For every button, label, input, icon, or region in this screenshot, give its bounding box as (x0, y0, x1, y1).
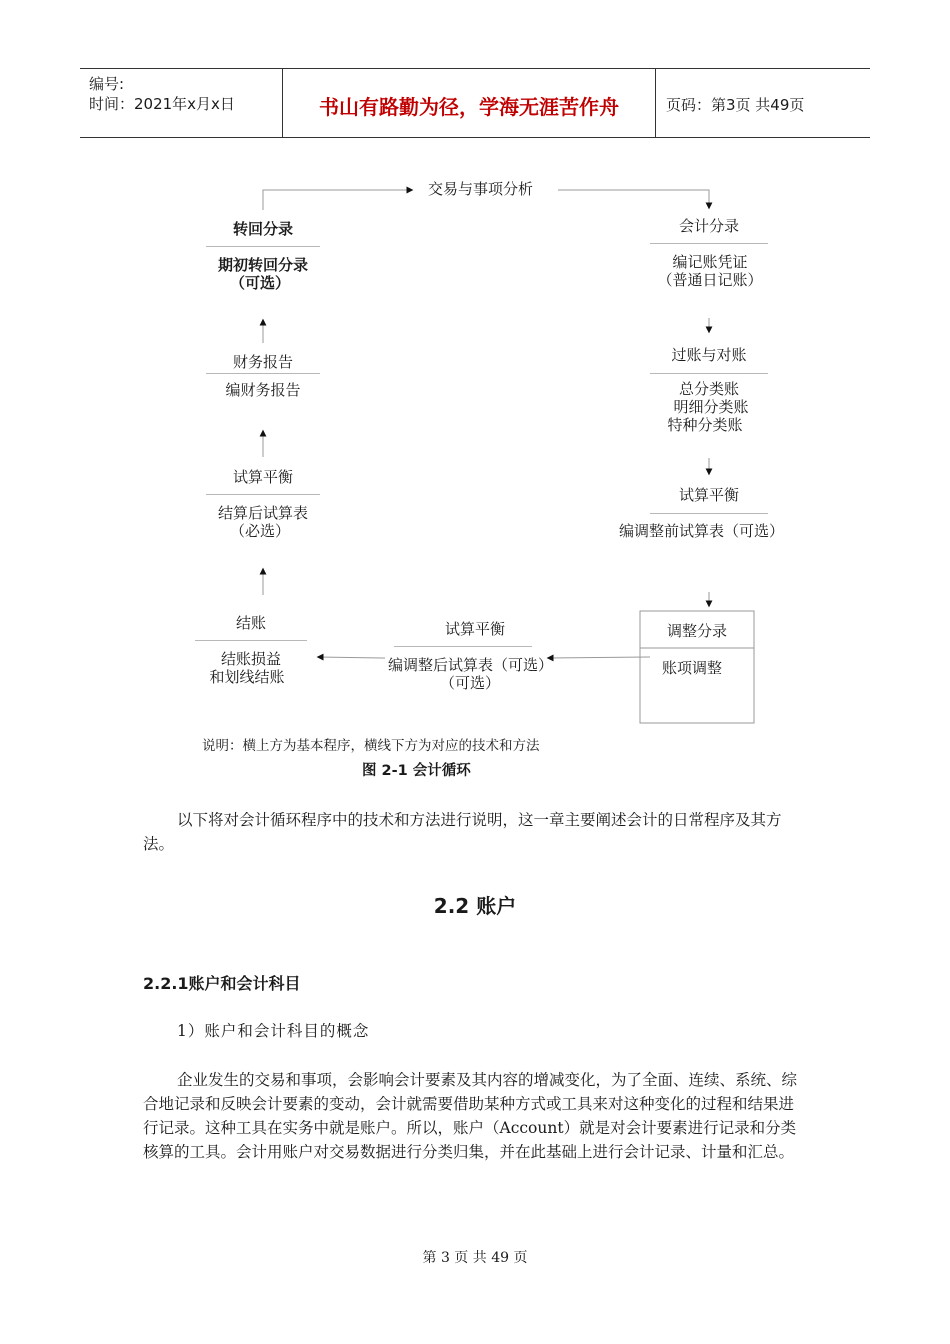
section-title: 2.2 账户 (433, 894, 517, 918)
node-reverse-desc1: 期初转回分录 (217, 256, 308, 274)
node-tb3-title: 试算平衡 (232, 468, 293, 486)
node-report-desc: 编财务报告 (225, 381, 301, 399)
node-tb2-desc2: （可选） (439, 674, 500, 692)
node-report-title: 财务报告 (232, 353, 293, 371)
node-close-desc1: 结账损益 (220, 650, 281, 668)
node-post-title: 过账与对账 (671, 346, 747, 364)
header-number: 编号: (89, 75, 125, 93)
arrow-tb2-to-close (318, 657, 385, 658)
node-tb1-desc: 编调整前试算表（可选） (619, 522, 785, 540)
node-adjust-desc: 账项调整 (662, 659, 723, 677)
header-page-number: 页码：第3页 共49页 (666, 96, 805, 114)
diagram-top-label: 交易与事项分析 (428, 180, 534, 198)
node-tb1-title: 试算平衡 (678, 486, 739, 504)
subsection-title: 2.2.1账户和会计科目 (143, 974, 301, 993)
header-time: 时间：2021年x月x日 (89, 95, 235, 113)
node-tb3-desc1: 结算后试算表 (217, 504, 308, 522)
loop-left-connector (263, 190, 412, 210)
node-post-desc2: 明细分类账 (673, 398, 749, 416)
node-tb3-desc2: （必选） (229, 522, 290, 540)
node-reverse-title: 转回分录 (232, 220, 293, 238)
concept-paragraph: 企业发生的交易和事项，会影响会计要素及其内容的增减变化，为了全面、连续、系统、综合地记录和反映会计要素的变动，会计就需要借助某种方式或工具来对这种变化的过程和结果进行记录。这种工具在实务中就是账户。所以，账户（Account）就是对会计要素进行记录和分类核算的工具。会计用账户对交易数据进行分类归集，并在此基础上进行会计记录、计量和汇总。 (143, 1071, 798, 1161)
node-adjust-title: 调整分录 (666, 622, 727, 640)
intro-paragraph: 以下将对会计循环程序中的技术和方法进行说明，这一章主要阐述会计的日常程序及其方法。 (143, 811, 782, 853)
item-title: 1）账户和会计科目的概念 (177, 1022, 370, 1040)
node-reverse-desc2: （可选） (229, 274, 290, 292)
node-journal-desc2: （普通日记账） (657, 271, 763, 289)
node-close-title: 结账 (235, 614, 266, 632)
figure-caption: 图 2-1 会计循环 (362, 763, 471, 779)
arrow-adjust-to-tb2 (548, 657, 650, 658)
node-tb2-title: 试算平衡 (444, 620, 505, 638)
loop-right-connector (558, 190, 709, 208)
page-footer: 第 3 页 共 49 页 (422, 1250, 528, 1266)
node-journal-desc: 编记账凭证 (672, 253, 748, 271)
diagram-note: 说明：横上方为基本程序，横线下方为对应的技术和方法 (202, 738, 540, 754)
node-close-desc2: 和划线结账 (209, 668, 285, 686)
header-motto: 书山有路勤为径，学海无涯苦作舟 (319, 95, 619, 119)
node-post-desc3: 特种分类账 (667, 416, 743, 434)
node-post-desc1: 总分类账 (678, 380, 739, 398)
node-tb2-desc1: 编调整后试算表（可选） (388, 656, 554, 674)
node-journal-title: 会计分录 (678, 217, 739, 235)
